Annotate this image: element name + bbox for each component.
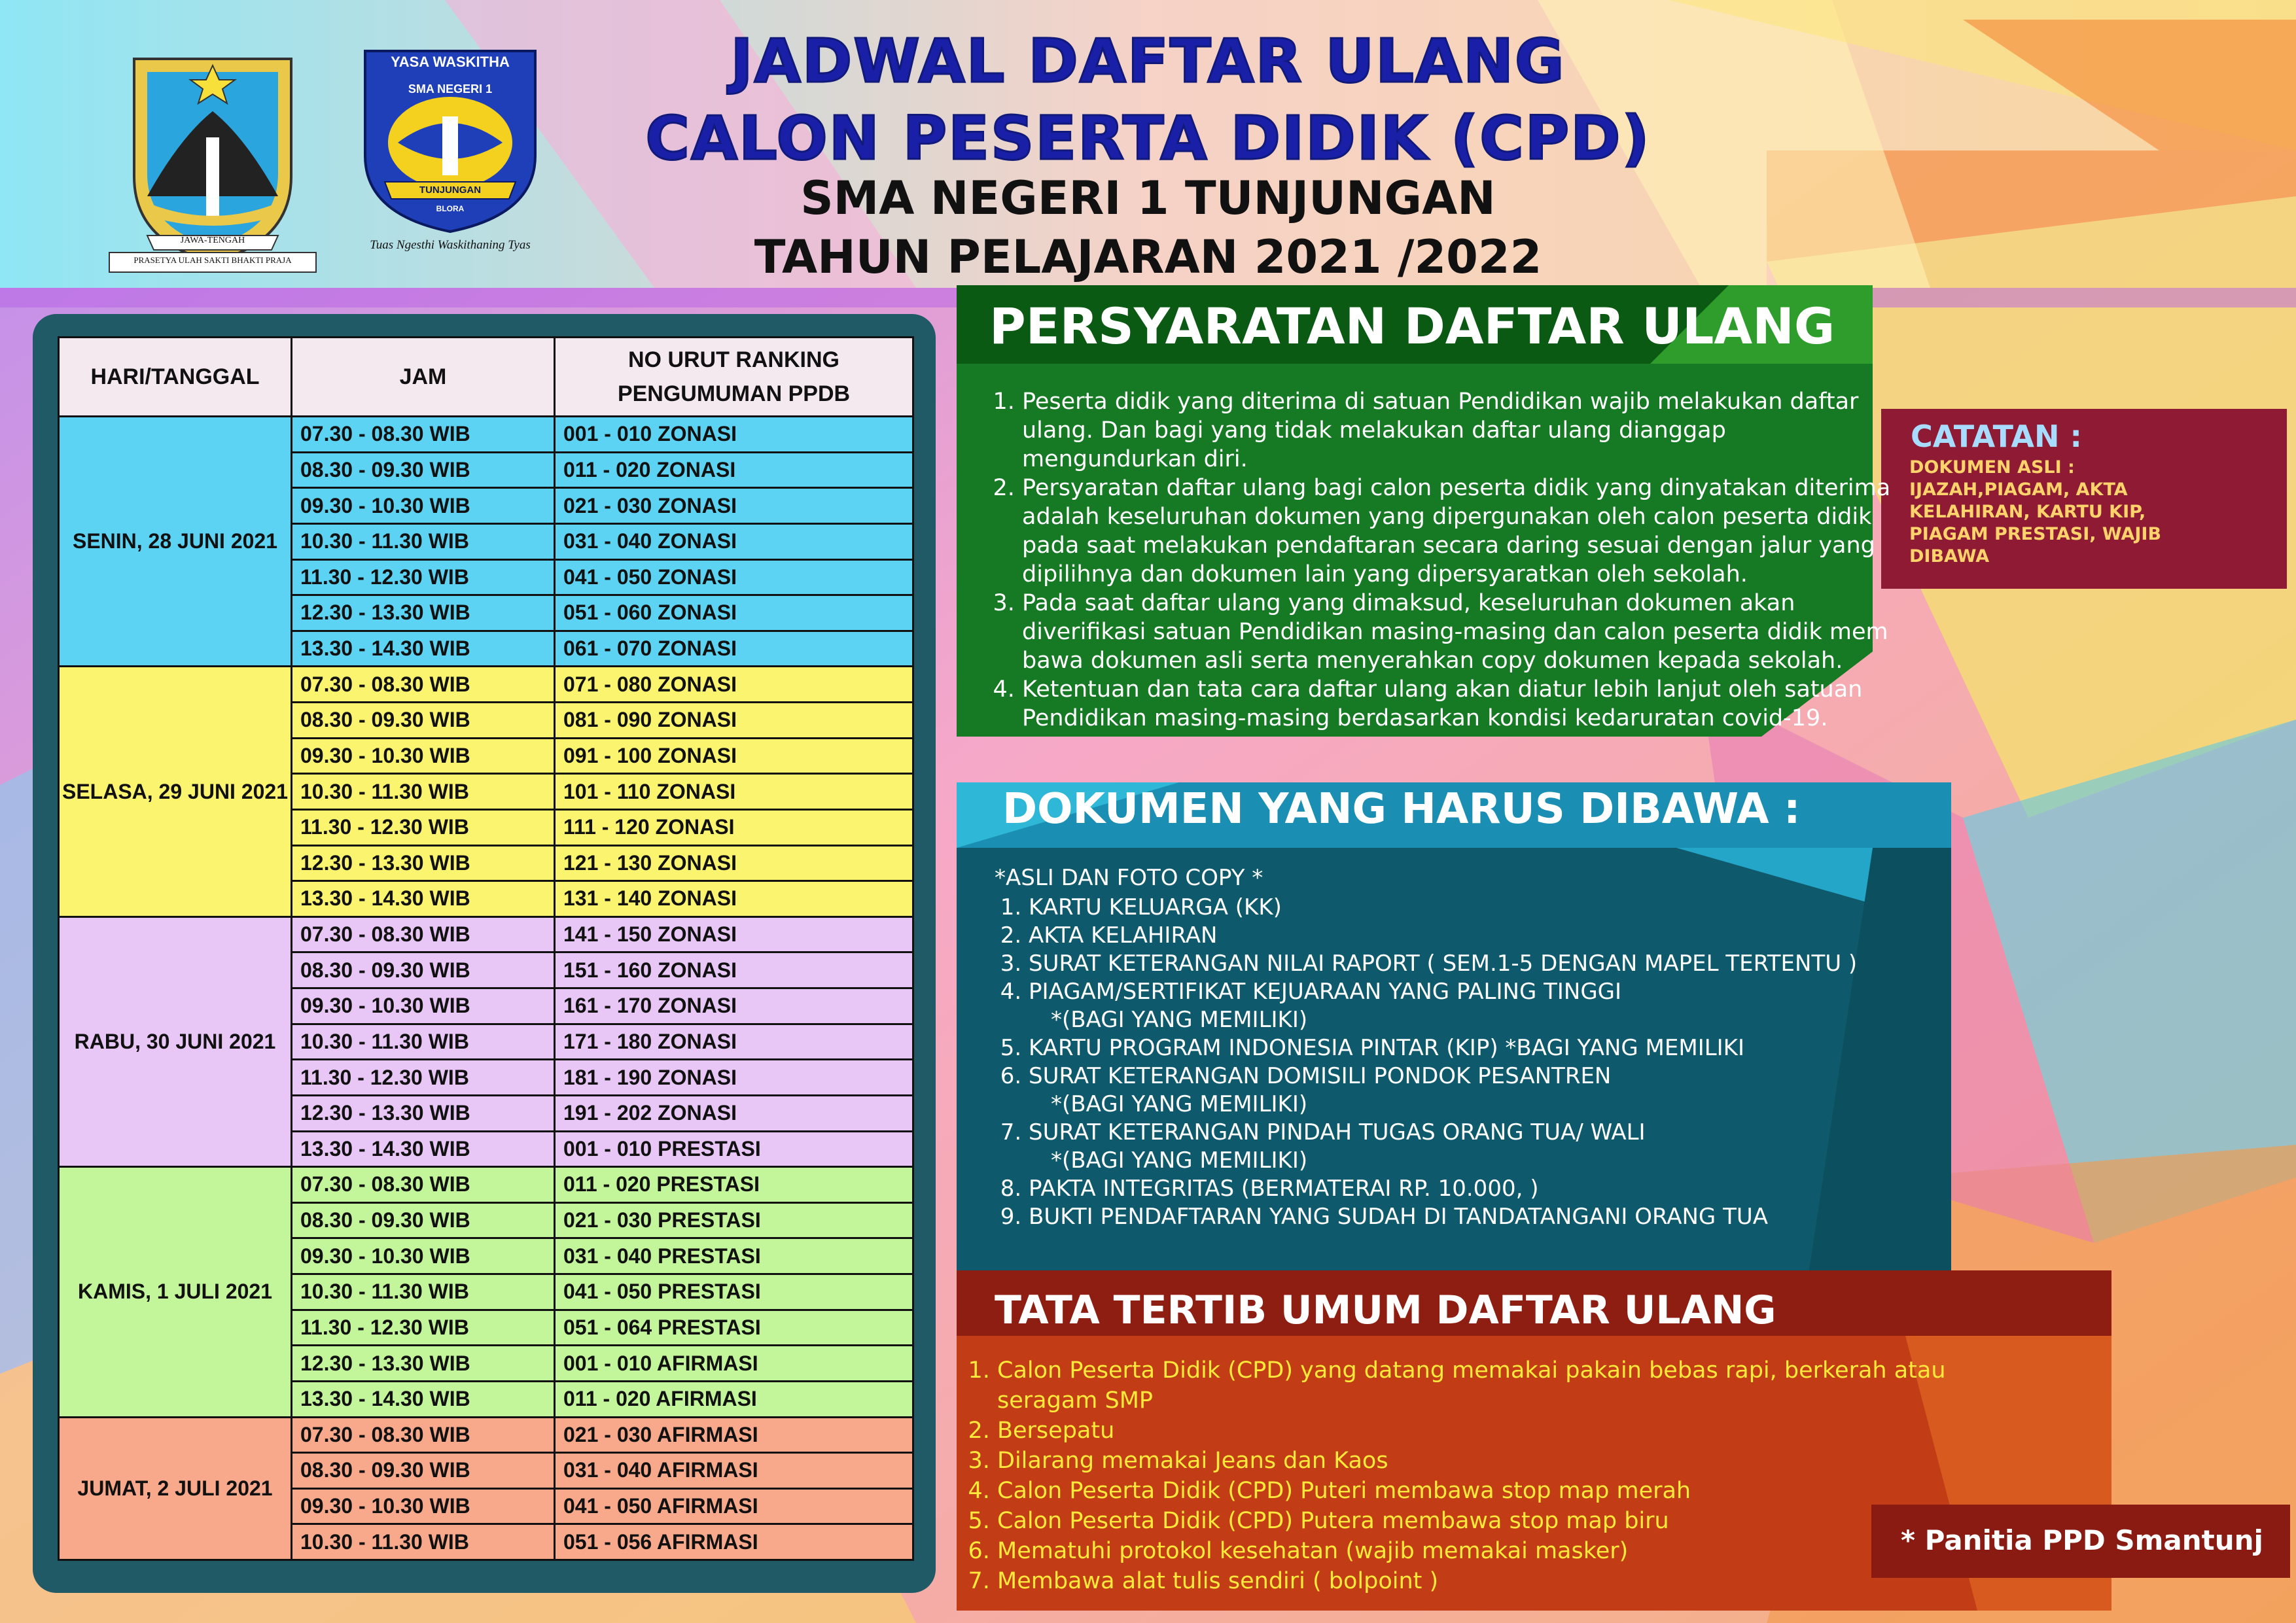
list-item: 7. Membawa alat tulis sendiri ( bolpoint ) [997,1566,1979,1596]
time-cell: 13.30 - 14.30 WIB [292,1131,555,1167]
list-item [1029,1203,1971,1231]
list-item: 3. Pada saat daftar ulang yang dimaksud, keseluruhan dokumen akan diverifikasi satuan Pendidikan masing-masing dan calon peserta didik mem bawa dokumen asli serta menyerahkan copy dokumen kepada sekolah. [1022,589,1905,675]
list-item-text: KARTU PROGRAM INDONESIA PINTAR (KIP) *BAGI YANG MEMILIKI [1029,1035,1745,1061]
list-item: 3. Dilarang memakai Jeans dan Kaos [997,1446,1979,1476]
title-line-2: CALON PESERTA DIDIK (CPD) [645,103,1651,173]
catatan-text: DOKUMEN ASLI : IJAZAH,PIAGAM, AKTA KELAHIRAN, KARTU KIP, PIAGAM PRESTASI, WAJIB DIBAWA [1909,457,2162,567]
list-item-text: SURAT KETERANGAN PINDAH TUGAS ORANG TUA/ WALI [1029,1119,1646,1145]
time-cell: 10.30 - 11.30 WIB [292,523,555,559]
persyaratan-title: PERSYARATAN DAFTAR ULANG [989,297,1835,355]
rank-cell: 021 - 030 PRESTASI [555,1202,913,1238]
time-cell: 09.30 - 10.30 WIB [292,1238,555,1274]
time-cell: 12.30 - 13.30 WIB [292,845,555,881]
rank-cell: 041 - 050 AFIRMASI [555,1488,913,1524]
day-cell: SENIN, 28 JUNI 2021 [59,417,292,667]
catatan-title: CATATAN : [1911,419,2082,454]
rank-cell: 021 - 030 ZONASI [555,488,913,524]
time-cell: 12.30 - 13.30 WIB [292,595,555,631]
list-item: 2. Bersepatu [997,1416,1979,1446]
time-cell: 11.30 - 12.30 WIB [292,1310,555,1346]
list-item-text: KARTU KELUARGA (KK) [1029,894,1282,920]
list-item-text: AKTA KELAHIRAN [1029,922,1218,949]
rank-cell: 031 - 040 ZONASI [555,523,913,559]
time-cell: 07.30 - 08.30 WIB [292,916,555,952]
time-cell: 08.30 - 09.30 WIB [292,703,555,739]
jateng-logo: JAWA-TENGAH PRASETYA ULAH SAKTI BHAKTI PRAJA [108,39,317,275]
rank-cell: 091 - 100 ZONASI [555,738,913,774]
list-item-text: PAKTA INTEGRITAS (BERMATERAI RP. 10.000, ) [1029,1176,1539,1202]
time-cell: 08.30 - 09.30 WIB [292,452,555,488]
time-cell: 12.30 - 13.30 WIB [292,1346,555,1382]
rank-cell: 061 - 070 ZONASI [555,631,913,667]
schedule-body [59,417,913,1560]
persyaratan-list [981,387,1905,733]
list-item-text: BUKTI PENDAFTARAN YANG SUDAH DI TANDATANGANI ORANG TUA [1029,1204,1768,1230]
tata-tertib-title: TATA TERTIB UMUM DAFTAR ULANG [995,1287,1776,1333]
school-logo: YASA WASKITHA SMA NEGERI 1 TUNJUNGAN BLORA Tuas Ngesthi Waskithaning Tyas [359,44,542,260]
dokumen-title: DOKUMEN YANG HARUS DIBAWA : [1002,785,1801,833]
rank-cell: 041 - 050 PRESTASI [555,1274,913,1310]
header-day: HARI/TANGGAL [59,338,292,417]
time-cell: 11.30 - 12.30 WIB [292,1060,555,1096]
rank-cell: 101 - 110 ZONASI [555,774,913,810]
rank-cell: 041 - 050 ZONASI [555,559,913,595]
rank-cell: 001 - 010 AFIRMASI [555,1346,913,1382]
list-item-text: SURAT KETERANGAN NILAI RAPORT ( SEM.1-5 DENGAN MAPEL TERTENTU ) [1029,951,1858,977]
list-item-text: SURAT KETERANGAN DOMISILI PONDOK PESANTREN [1029,1063,1612,1089]
rank-cell: 121 - 130 ZONASI [555,845,913,881]
list-item: 1. Peserta didik yang diterima di satuan Pendidikan wajib melakukan daftar ulang. Dan bagi yang tidak melakukan daftar ulang dianggap mengundurkan diri. [1022,387,1905,474]
tata-tertib-list [959,1355,1979,1596]
rank-cell: 011 - 020 ZONASI [555,452,913,488]
list-item [1029,1175,1971,1203]
list-item: 2. Persyaratan daftar ulang bagi calon peserta didik yang dinyatakan diterima adalah keseluruhan dokumen yang dipergunakan oleh calon peserta didik pada saat melakukan pendaftaran secara daring sesuai dengan jalur yang dipilihnya dan dokumen lain yang dipersyaratkan oleh sekolah. [1022,474,1905,589]
list-item: 6. Mematuhi protokol kesehatan (wajib memakai masker) [997,1536,1979,1566]
list-item-note: *(BAGI YANG MEMILIKI) [1051,1007,1308,1033]
rank-cell: 151 - 160 ZONASI [555,952,913,988]
list-item [1029,1062,1971,1119]
list-item-note: *(BAGI YANG MEMILIKI) [1051,1091,1308,1117]
rank-cell: 001 - 010 ZONASI [555,417,913,453]
table-row [59,667,913,703]
list-item: 1. Calon Peserta Didik (CPD) yang datang memakai pakain bebas rapi, berkerah atau seragam SMP [997,1355,1979,1416]
list-item [1029,1034,1971,1062]
list-item [1029,922,1971,950]
day-cell: KAMIS, 1 JULI 2021 [59,1167,292,1417]
time-cell: 13.30 - 14.30 WIB [292,881,555,917]
list-item [1029,978,1971,1034]
rank-cell: 011 - 020 PRESTASI [555,1167,913,1203]
table-row [59,417,913,453]
rank-cell: 171 - 180 ZONASI [555,1024,913,1060]
time-cell: 07.30 - 08.30 WIB [292,667,555,703]
header-time: JAM [292,338,555,417]
subtitle-line-2: TAHUN PELAJARAN 2021 /2022 [754,230,1542,284]
rank-cell: 051 - 060 ZONASI [555,595,913,631]
list-item [1029,894,1971,922]
day-cell: JUMAT, 2 JULI 2021 [59,1417,292,1560]
time-cell: 07.30 - 08.30 WIB [292,417,555,453]
rank-cell: 131 - 140 ZONASI [555,881,913,917]
rank-cell: 071 - 080 ZONASI [555,667,913,703]
time-cell: 13.30 - 14.30 WIB [292,631,555,667]
rank-cell: 021 - 030 AFIRMASI [555,1417,913,1453]
rank-cell: 191 - 202 ZONASI [555,1095,913,1131]
rank-cell: 031 - 040 AFIRMASI [555,1453,913,1489]
list-item: 5. Calon Peserta Didik (CPD) Putera membawa stop map biru [997,1506,1979,1536]
time-cell: 12.30 - 13.30 WIB [292,1095,555,1131]
time-cell: 13.30 - 14.30 WIB [292,1381,555,1417]
table-row [59,1167,913,1203]
time-cell: 10.30 - 11.30 WIB [292,1274,555,1310]
table-row [59,916,913,952]
time-cell: 08.30 - 09.30 WIB [292,1202,555,1238]
rank-cell: 141 - 150 ZONASI [555,916,913,952]
rank-cell: 161 - 170 ZONASI [555,988,913,1024]
day-cell: RABU, 30 JUNI 2021 [59,916,292,1166]
time-cell: 07.30 - 08.30 WIB [292,1167,555,1203]
time-cell: 10.30 - 11.30 WIB [292,1524,555,1560]
list-item-text: PIAGAM/SERTIFIKAT KEJUARAAN YANG PALING TINGGI [1029,979,1622,1005]
rank-cell: 181 - 190 ZONASI [555,1060,913,1096]
panitia-text: * Panitia PPD Smantunj [1901,1524,2263,1556]
day-cell: SELASA, 29 JUNI 2021 [59,667,292,916]
title-line-1: JADWAL DAFTAR ULANG [730,26,1566,96]
time-cell: 10.30 - 11.30 WIB [292,1024,555,1060]
dokumen-list [988,894,1971,1231]
rank-cell: 081 - 090 ZONASI [555,703,913,739]
header-rank: NO URUT RANKING PENGUMUMAN PPDB [555,338,913,417]
schedule-header-row [59,338,913,417]
time-cell: 10.30 - 11.30 WIB [292,774,555,810]
time-cell: 08.30 - 09.30 WIB [292,1453,555,1489]
time-cell: 09.30 - 10.30 WIB [292,988,555,1024]
rank-cell: 011 - 020 AFIRMASI [555,1381,913,1417]
dokumen-intro: *ASLI DAN FOTO COPY * [995,865,1263,891]
time-cell: 09.30 - 10.30 WIB [292,488,555,524]
rank-cell: 051 - 064 PRESTASI [555,1310,913,1346]
list-item: 4. Ketentuan dan tata cara daftar ulang akan diatur lebih lanjut oleh satuan Pendidikan masing-masing berdasarkan kondisi kedaruratan covid-19. [1022,675,1905,733]
time-cell: 08.30 - 09.30 WIB [292,952,555,988]
time-cell: 11.30 - 12.30 WIB [292,559,555,595]
subtitle-line-1: SMA NEGERI 1 TUNJUNGAN [800,171,1496,225]
list-item [1029,950,1971,978]
time-cell: 09.30 - 10.30 WIB [292,738,555,774]
list-item: 4. Calon Peserta Didik (CPD) Puteri membawa stop map merah [997,1476,1979,1506]
list-item-note: *(BAGI YANG MEMILIKI) [1051,1147,1308,1174]
rank-cell: 111 - 120 ZONASI [555,809,913,845]
list-item [1029,1119,1971,1175]
time-cell: 11.30 - 12.30 WIB [292,809,555,845]
rank-cell: 031 - 040 PRESTASI [555,1238,913,1274]
time-cell: 07.30 - 08.30 WIB [292,1417,555,1453]
rank-cell: 051 - 056 AFIRMASI [555,1524,913,1560]
time-cell: 09.30 - 10.30 WIB [292,1488,555,1524]
table-row [59,1417,913,1453]
rank-cell: 001 - 010 PRESTASI [555,1131,913,1167]
schedule-table [58,336,914,1561]
